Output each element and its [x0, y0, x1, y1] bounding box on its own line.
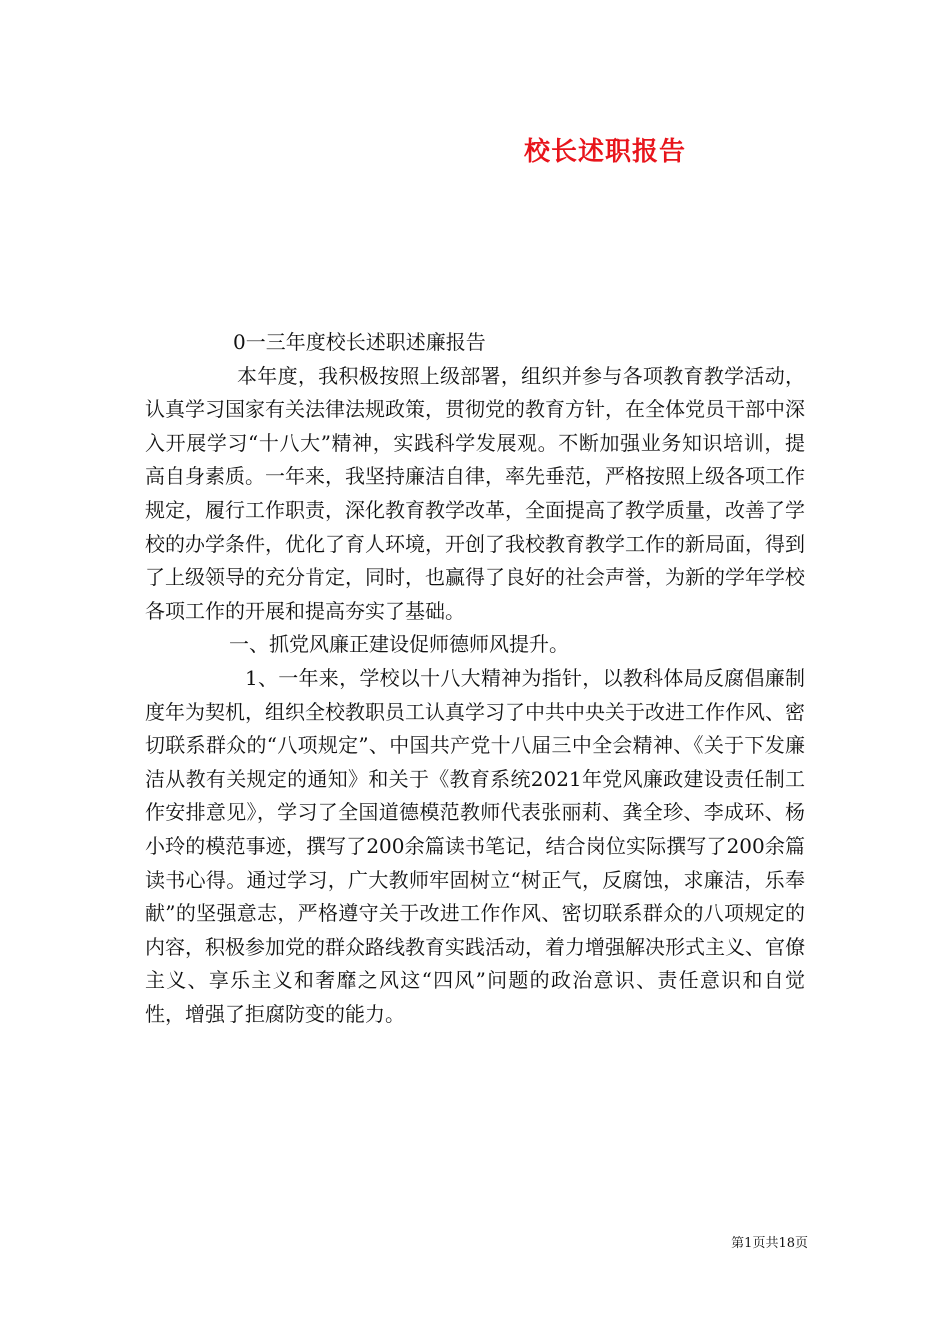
document-subtitle: 0一三年度校长述职述廉报告: [233, 330, 486, 354]
section-heading-1: 一、抓党风廉正建设促师德师风提升。: [229, 632, 569, 657]
paragraph-intro: 本年度，我积极按照上级部署，组织并参与各项教育教学活动，认真学习国家有关法律法规政策，贯彻党的教育方针，在全体党员干部中深入开展学习“十八大”精神，实践科学发展观。不断加强业务知识培训，提高自身素质。一年来，我坚持廉洁自律，率先垂范，严格按照上级各项工作规定，履行工作职责，深化教育教学改革，全面提高了教学质量，改善了学校的办学条件，优化了育人环境，开创了我校教育教学工作的新局面，得到了上级领导的充分肯定，同时，也赢得了良好的社会声誉，为新的学年学校各项工作的开展和提高夯实了基础。: [145, 363, 805, 623]
document-title: 校长述职报告: [523, 137, 686, 167]
paragraph-section-1-item-1: 1、一年来，学校以十八大精神为指针，以教科体局反腐倡廉制度年为契机，组织全校教职员工认真学习了中共中央关于改进工作作风、密切联系群众的“八项规定”、中国共产党十八届三中全会精神、《关于下发廉洁从教有关规定的通知》和关于《教育系统2021年党风廉政建设责任制工作安排意见》，学习了全国道德模范教师代表张丽莉、龚全珍、李成环、杨小玲的模范事迹，撰写了200余篇读书笔记，结合岗位实际撰写了200余篇读书心得。通过学习，广大教师牢固树立“树正气，反腐蚀，求廉洁，乐奉献”的坚强意志，严格遵守关于改进工作作风、密切联系群众的八项规定的内容，积极参加党的群众路线教育实践活动，着力增强解决形式主义、官僚主义、享乐主义和奢靡之风这“四风”问题的政治意识、责任意识和自觉性，增强了拒腐防变的能力。: [145, 665, 805, 1026]
document-body: [145, 326, 805, 1031]
page-number: 第1页共18页: [731, 1236, 808, 1251]
